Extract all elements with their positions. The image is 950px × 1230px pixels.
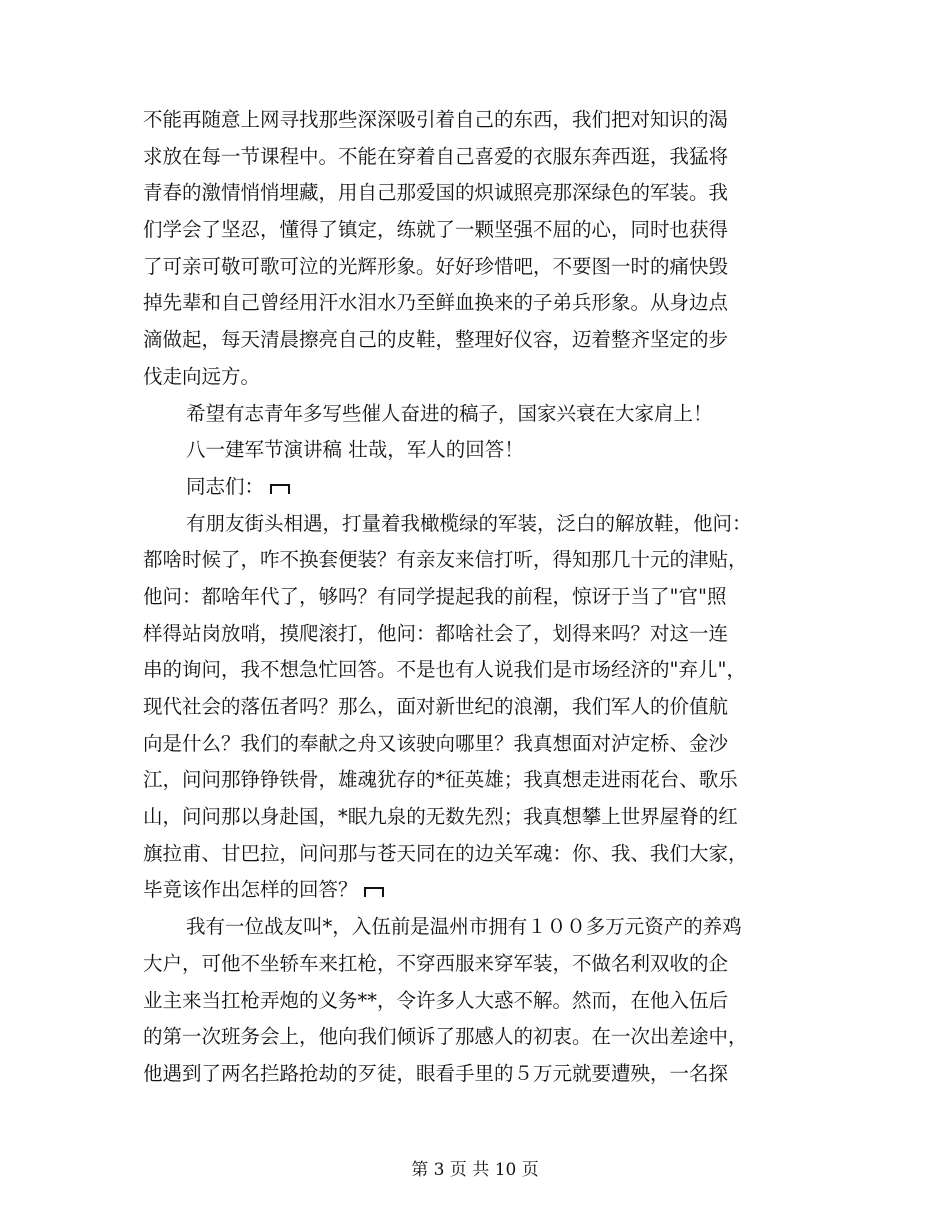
- text-line: 他问：都啥年代了，够吗？有同学提起我的前程，惊讶于当了"官"照: [143, 584, 727, 608]
- text-line: 向是什么？我们的奉献之舟又该驶向哪里？我真想面对泸定桥、金沙: [143, 731, 729, 755]
- text-line: 样得站岗放哨，摸爬滚打，他问：都啥社会了，划得来吗？对这一连: [143, 621, 729, 645]
- text-line: 山，问问那以身赴国，*眠九泉的无数先烈；我真想攀上世界屋脊的红: [143, 805, 738, 829]
- text-line: 的第一次班务会上，他向我们倾诉了那感人的初衷。在一次出差途中，: [143, 1025, 748, 1049]
- text-line: 串的询问，我不想急忙回答。不是也有人说我们是市场经济的"弃儿"，: [143, 658, 746, 682]
- text-line: 了可亲可敬可歌可泣的光辉形象。好好珍惜吧，不要图一时的痛快毁: [143, 254, 729, 278]
- text-line: 他遇到了两名拦路抢劫的歹徒，眼看手里的５万元就要遭殃，一名探: [143, 1061, 729, 1085]
- text-line: 大户，可他不坐轿车来扛枪，不穿西服来穿军装，不做名利双收的企: [143, 951, 729, 975]
- text-line: 毕竟该作出怎样的回答？: [143, 878, 358, 902]
- paragraph-mark-icon: [364, 887, 384, 897]
- text-line: 有朋友街头相遇，打量着我橄榄绿的军装，泛白的解放鞋，他问：: [186, 511, 752, 535]
- text-line: 掉先辈和自己曾经用汗水泪水乃至鲜血换来的子弟兵形象。从身边点: [143, 291, 729, 315]
- salutation-text: 同志们：: [186, 474, 265, 498]
- text-line: 求放在每一节课程中。不能在穿着自己喜爱的衣服东奔西逛，我猛将: [143, 144, 729, 168]
- speech-title: 八一建军节演讲稿 壮哉，军人的回答！: [186, 438, 524, 462]
- salutation-line: [143, 469, 803, 506]
- text-line-with-mark: [143, 872, 803, 909]
- text-line: 青春的激情悄悄埋藏，用自己那爱国的炽诚照亮那深绿色的军装。我: [143, 181, 729, 205]
- paragraph-mark-icon: [270, 484, 290, 494]
- body-text: [143, 102, 803, 1093]
- text-line: 希望有志青年多写些催人奋进的稿子，国家兴衰在大家肩上！: [186, 401, 713, 425]
- text-line: 不能再随意上网寻找那些深深吸引着自己的东西，我们把对知识的渴: [143, 108, 729, 131]
- text-line: 旗拉甫、甘巴拉，问问那与苍天同在的边关军魂：你、我、我们大家，: [143, 841, 748, 865]
- page-footer: 第 3 页 共 10 页: [411, 1160, 539, 1180]
- text-line: 我有一位战友叫*，入伍前是温州市拥有１００多万元资产的养鸡: [186, 915, 742, 939]
- text-line: 滴做起，每天清晨擦亮自己的皮鞋，整理好仪容，迈着整齐坚定的步: [143, 328, 729, 352]
- text-line: 现代社会的落伍者吗？那么，面对新世纪的浪潮，我们军人的价值航: [143, 695, 729, 718]
- text-line: 业主来当扛枪弄炮的义务**，令许多人大惑不解。然而，在他入伍后: [143, 988, 729, 1012]
- text-line: 伐走向远方。: [143, 364, 261, 388]
- text-line: 江，问问那铮铮铁骨，雄魂犹存的*征英雄；我真想走进雨花台、歌乐: [143, 768, 738, 792]
- text-line: 们学会了坚忍，懂得了镇定，练就了一颗坚强不屈的心，同时也获得: [143, 218, 729, 242]
- text-line: 都啥时候了，咋不换套便装？有亲友来信打听，得知那几十元的津贴，: [143, 548, 748, 572]
